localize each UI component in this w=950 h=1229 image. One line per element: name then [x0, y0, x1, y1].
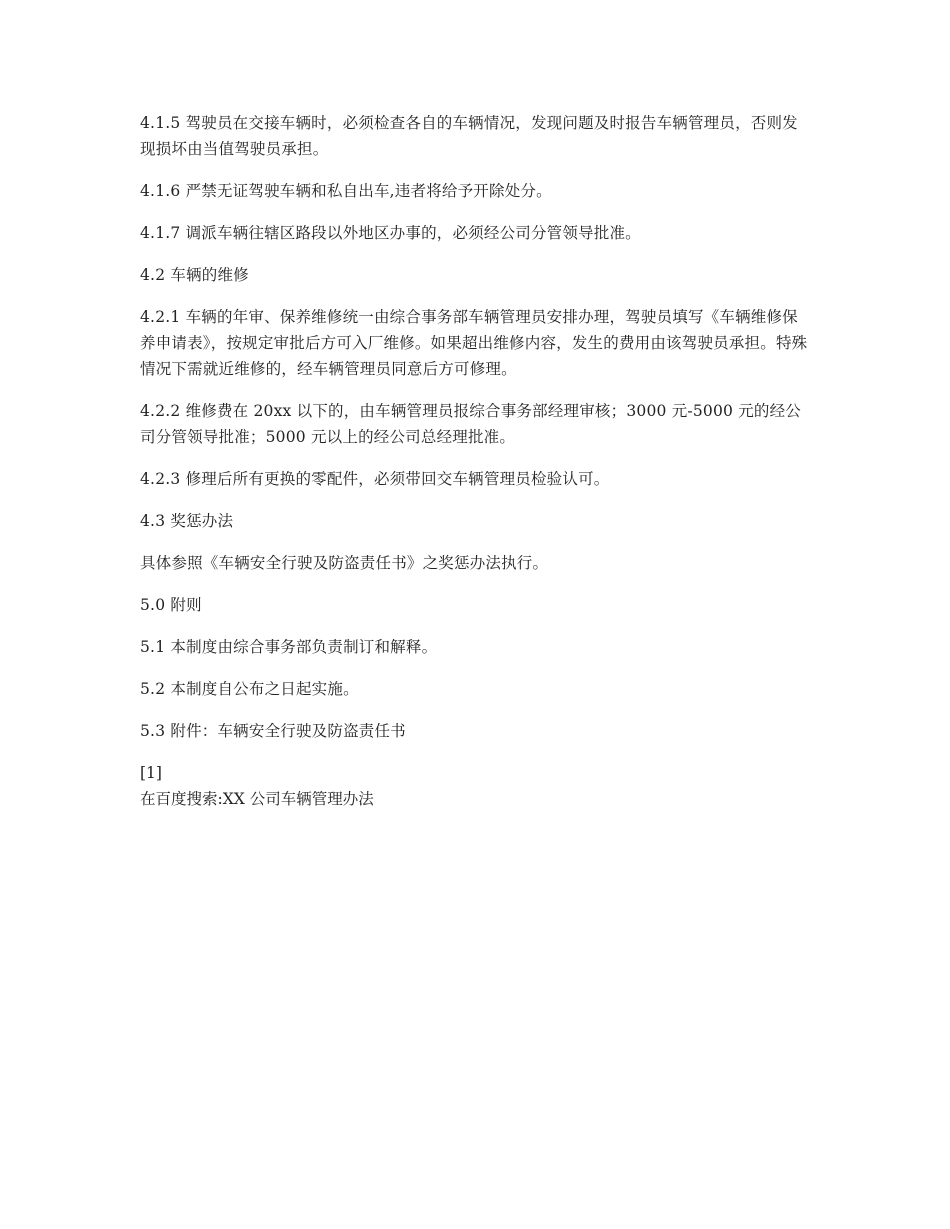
section-heading-4-3: 4.3 奖惩办法: [140, 512, 234, 530]
footnote: [140, 760, 812, 812]
paragraph-5-3: 5.3 附件：车辆安全行驶及防盗责任书: [140, 722, 406, 740]
footnote-ref: [1]: [140, 764, 162, 782]
section-heading-5-0: 5.0 附则: [140, 596, 202, 614]
paragraph-4-2-3: 4.2.3 修理后所有更换的零配件，必须带回交车辆管理员检验认可。: [140, 470, 610, 488]
paragraph-4-2-2: 4.2.2 维修费在 20xx 以下的，由车辆管理员报综合事务部经理审核；3000 元-5000 元的经公司分管领导批准；5000 元以上的经公司总经理批准。: [140, 402, 802, 446]
paragraph-4-1-5: 4.1.5 驾驶员在交接车辆时，必须检查各自的车辆情况，发现问题及时报告车辆管理员，否则发现损坏由当值驾驶员承担。: [140, 114, 798, 158]
document-page: [140, 110, 812, 812]
paragraph-5-1: 5.1 本制度由综合事务部负责制订和解释。: [140, 638, 438, 656]
paragraph-rewards-reference: 具体参照《车辆安全行驶及防盗责任书》之奖惩办法执行。: [140, 554, 549, 572]
section-heading-4-2: 4.2 车辆的维修: [140, 266, 249, 284]
paragraph-4-1-7: 4.1.7 调派车辆往辖区路段以外地区办事的，必须经公司分管领导批准。: [140, 224, 641, 242]
footnote-text: 在百度搜索:XX 公司车辆管理办法: [140, 790, 374, 808]
paragraph-5-2: 5.2 本制度自公布之日起实施。: [140, 680, 359, 698]
paragraph-4-2-1: 4.2.1 车辆的年审、保养维修统一由综合事务部车辆管理员安排办理，驾驶员填写《车辆维修保养申请表》，按规定审批后方可入厂维修。如果超出维修内容，发生的费用由该驾驶员承担。特殊情况下需就近维修的，经车辆管理员同意后方可修理。: [140, 308, 808, 378]
paragraph-4-1-6: 4.1.6 严禁无证驾驶车辆和私自出车,违者将给予开除处分。: [140, 182, 552, 200]
